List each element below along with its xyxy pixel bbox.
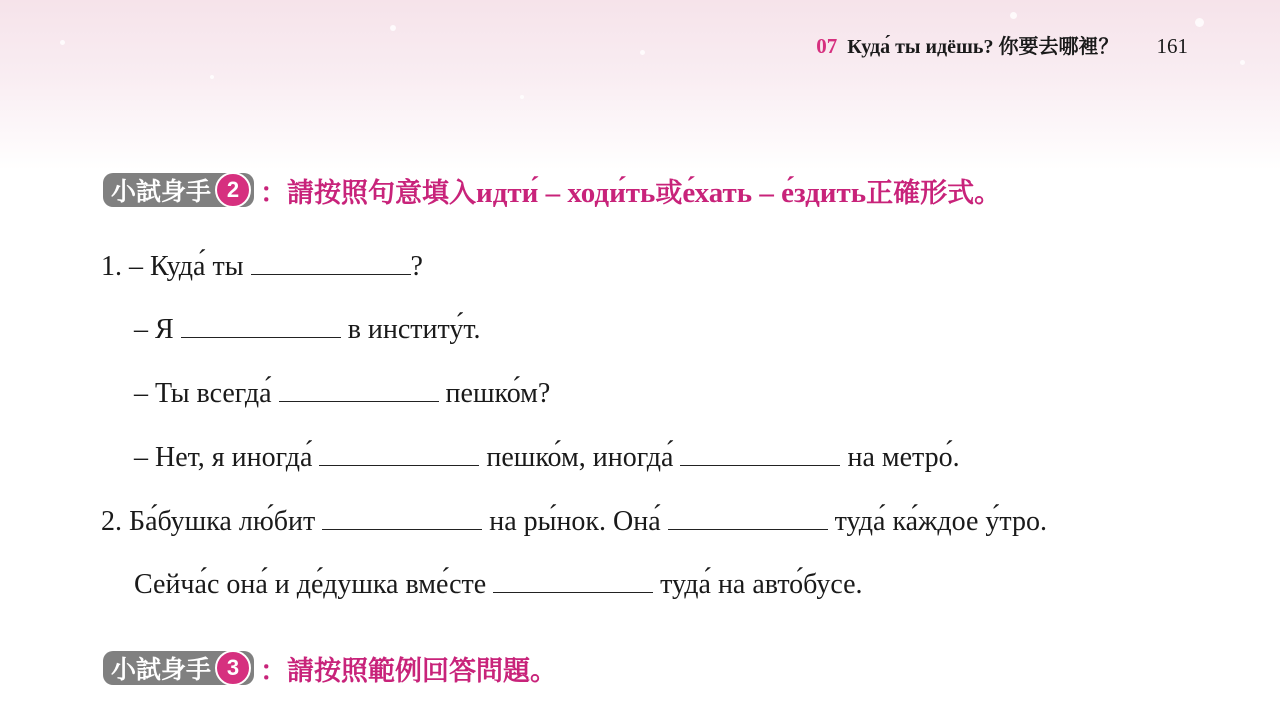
exercise-badge bbox=[103, 651, 254, 685]
exercise-3-heading bbox=[103, 648, 557, 688]
answer-blank[interactable] bbox=[493, 568, 653, 593]
exercise-line-2 bbox=[134, 313, 481, 347]
instruction-suffix: 正確形式。 bbox=[866, 177, 1002, 209]
badge-label: 小試身手 bbox=[111, 177, 212, 206]
sparkle-decoration bbox=[520, 95, 524, 99]
instruction-verbs-walk: идти́ – ходи́ть bbox=[476, 176, 656, 209]
exercise-line-3 bbox=[134, 377, 550, 411]
sparkle-decoration bbox=[640, 50, 645, 55]
line-text: Сейча́с она́ и де́душка вме́сте bbox=[134, 569, 487, 600]
exercise-line-1 bbox=[101, 250, 423, 284]
instruction-or: 或 bbox=[655, 177, 683, 209]
sparkle-decoration bbox=[390, 25, 396, 31]
line-text: на ры́нок. Она́ bbox=[489, 506, 661, 537]
line-text: – Я bbox=[134, 314, 174, 345]
answer-blank[interactable] bbox=[322, 505, 482, 530]
running-header bbox=[816, 30, 1188, 60]
exercise-line-6 bbox=[134, 568, 863, 602]
answer-blank[interactable] bbox=[181, 313, 341, 338]
answer-blank[interactable] bbox=[680, 441, 840, 466]
instruction-verbs-ride: е́хать – е́здить bbox=[682, 176, 867, 209]
chapter-title: Куда́ ты идёшь? 你要去哪裡？ bbox=[847, 36, 1119, 58]
line-text: пешко́м, иногда́ bbox=[486, 442, 674, 473]
sparkle-decoration bbox=[210, 75, 214, 79]
line-text: 2. Ба́бушка лю́бит bbox=[101, 506, 316, 537]
line-text: пешко́м? bbox=[445, 378, 551, 409]
line-text: – Нет, я иногда́ bbox=[134, 442, 313, 473]
badge-number: 3 bbox=[215, 650, 251, 686]
line-text: ? bbox=[410, 251, 423, 282]
sparkle-decoration bbox=[1010, 12, 1017, 19]
badge-label: 小試身手 bbox=[111, 655, 212, 684]
line-text: туда́ на авто́бусе. bbox=[660, 569, 863, 600]
answer-blank[interactable] bbox=[319, 441, 479, 466]
page-number: 161 bbox=[1156, 34, 1188, 58]
sparkle-decoration bbox=[1195, 18, 1204, 27]
line-text: в институ́т. bbox=[347, 314, 481, 345]
instruction-prefix: ：請按照句意填入 bbox=[260, 177, 477, 209]
exercise-instruction: ：請按照範例回答問題。 bbox=[260, 655, 558, 687]
page-header-background bbox=[0, 0, 1280, 170]
sparkle-decoration bbox=[1240, 60, 1245, 65]
exercise-line-5 bbox=[101, 505, 1047, 539]
badge-number: 2 bbox=[215, 172, 251, 208]
exercise-badge bbox=[103, 173, 254, 207]
exercise-instruction bbox=[260, 171, 1001, 210]
sparkle-decoration bbox=[60, 40, 65, 45]
exercise-2-heading bbox=[103, 170, 1001, 210]
answer-blank[interactable] bbox=[668, 505, 828, 530]
exercise-line-4 bbox=[134, 441, 960, 475]
line-text: – Ты всегда́ bbox=[134, 378, 272, 409]
chapter-number: 07 bbox=[816, 34, 838, 58]
line-text: 1. – Куда́ ты bbox=[101, 251, 244, 282]
line-text: туда́ ка́ждое у́тро. bbox=[834, 506, 1047, 537]
answer-blank[interactable] bbox=[251, 250, 411, 275]
line-text: на метро́. bbox=[847, 442, 960, 473]
answer-blank[interactable] bbox=[279, 377, 439, 402]
